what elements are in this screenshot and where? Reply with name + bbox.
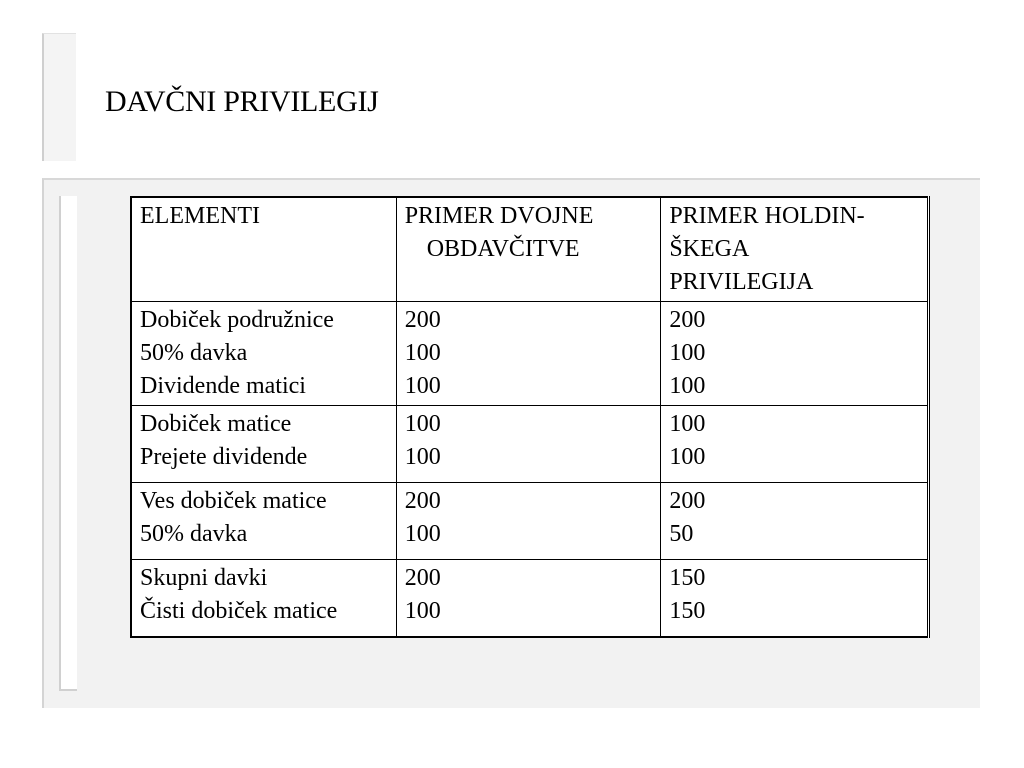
holding-value: 100 bbox=[669, 340, 706, 366]
holding-values-cell bbox=[661, 406, 929, 483]
holding-value: 100 bbox=[669, 373, 706, 399]
element-label: 50% davka bbox=[140, 521, 248, 547]
dvojne-value: 100 bbox=[404, 444, 441, 470]
dvojne-value: 100 bbox=[404, 340, 441, 366]
holding-values-cell bbox=[661, 483, 929, 560]
dvojne-values-cell bbox=[396, 406, 661, 483]
dvojne-value: 200 bbox=[404, 307, 441, 333]
holding-value: 100 bbox=[669, 444, 706, 470]
header-dvojne-obdavcitve bbox=[396, 197, 661, 302]
element-label: Dobiček podružnice bbox=[140, 307, 334, 333]
holding-value: 200 bbox=[669, 488, 706, 514]
slide-title: DAVČNI PRIVILEGIJ bbox=[105, 85, 379, 118]
table-row-group-3 bbox=[131, 483, 929, 560]
header-dvojne-line2: OBDAVČITVE bbox=[426, 236, 580, 262]
header-holding-line3: PRIVILEGIJA bbox=[669, 269, 814, 295]
holding-value: 100 bbox=[669, 411, 706, 437]
dvojne-value: 100 bbox=[404, 521, 441, 547]
dvojne-value: 100 bbox=[404, 598, 441, 624]
element-label: Dividende matici bbox=[140, 373, 306, 399]
holding-values-cell bbox=[661, 560, 929, 638]
element-label: Dobiček matice bbox=[140, 411, 292, 437]
elements-cell bbox=[131, 560, 396, 638]
title-accent-bar bbox=[42, 33, 76, 161]
dvojne-value: 200 bbox=[404, 488, 441, 514]
tax-privilege-table bbox=[130, 196, 930, 638]
holding-value: 50 bbox=[669, 521, 694, 547]
element-label: Ves dobiček matice bbox=[140, 488, 327, 514]
elements-cell bbox=[131, 406, 396, 483]
table-row-group-1 bbox=[131, 302, 929, 406]
header-holding-line1: PRIMER HOLDIN- bbox=[669, 203, 865, 229]
holding-values-cell bbox=[661, 302, 929, 406]
header-dvojne-line1: PRIMER DVOJNE bbox=[404, 203, 594, 229]
dvojne-values-cell bbox=[396, 302, 661, 406]
element-label: Skupni davki bbox=[140, 565, 268, 591]
header-elementi: ELEMENTI bbox=[131, 197, 396, 302]
element-label: Prejete dividende bbox=[140, 444, 308, 470]
dvojne-values-cell bbox=[396, 483, 661, 560]
holding-value: 150 bbox=[669, 565, 706, 591]
element-label: 50% davka bbox=[140, 340, 248, 366]
header-holding-line2: ŠKEGA bbox=[669, 236, 750, 262]
header-holding-privilegija bbox=[661, 197, 929, 302]
table-row-group-2 bbox=[131, 406, 929, 483]
table-header-row bbox=[131, 197, 929, 302]
table-row-group-4 bbox=[131, 560, 929, 638]
dvojne-value: 100 bbox=[404, 411, 441, 437]
dvojne-value: 100 bbox=[404, 373, 441, 399]
elements-cell bbox=[131, 483, 396, 560]
holding-value: 200 bbox=[669, 307, 706, 333]
holding-value: 150 bbox=[669, 598, 706, 624]
dvojne-values-cell bbox=[396, 560, 661, 638]
element-label: Čisti dobiček matice bbox=[140, 598, 338, 624]
dvojne-value: 200 bbox=[404, 565, 441, 591]
elements-cell bbox=[131, 302, 396, 406]
content-accent-bar bbox=[59, 196, 77, 691]
